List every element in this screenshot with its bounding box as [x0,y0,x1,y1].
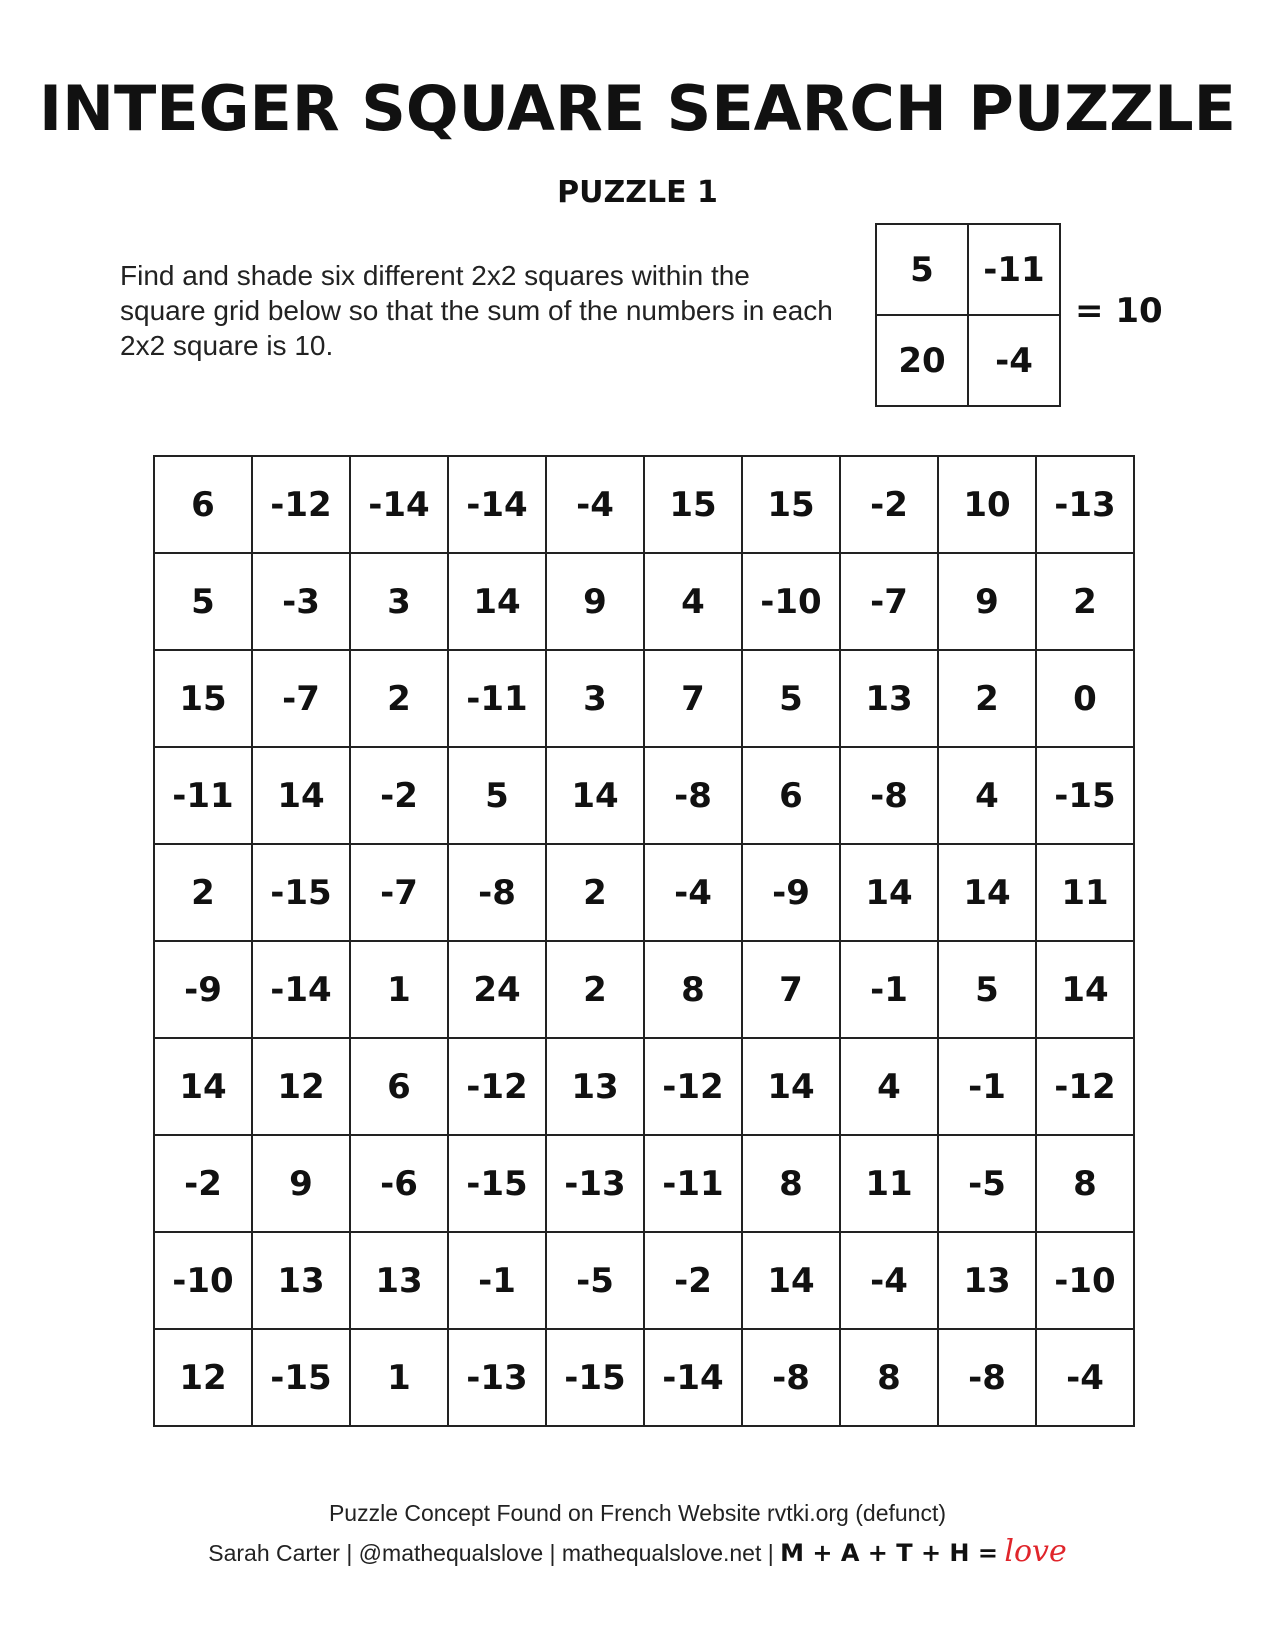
grid-cell[interactable]: -11 [154,747,252,844]
grid-cell[interactable]: 2 [1036,553,1134,650]
grid-cell[interactable]: -4 [1036,1329,1134,1426]
grid-cell[interactable]: 9 [938,553,1036,650]
footer-source: Puzzle Concept Found on French Website rvtki.org (defunct) [328,1500,947,1526]
grid-cell[interactable]: 2 [154,844,252,941]
grid-cell[interactable]: -8 [840,747,938,844]
grid-cell[interactable]: -1 [938,1038,1036,1135]
grid-cell[interactable]: -8 [644,747,742,844]
grid-cell[interactable]: -9 [154,941,252,1038]
grid-row [154,747,1134,844]
grid-cell[interactable]: -11 [644,1135,742,1232]
instructions-text: Find and shade six different 2x2 squares within the square grid below so that the sum of the numbers in each 2x2 square is 10. [120,260,833,361]
grid-cell[interactable]: 5 [154,553,252,650]
footer-credits [0,1534,1275,1569]
grid-cell[interactable]: -12 [252,456,350,553]
grid-cell[interactable]: -14 [644,1329,742,1426]
grid-cell[interactable]: -12 [644,1038,742,1135]
grid-cell[interactable]: 9 [546,553,644,650]
grid-cell[interactable]: -5 [546,1232,644,1329]
grid-cell[interactable]: 11 [1036,844,1134,941]
grid-cell[interactable]: 9 [252,1135,350,1232]
grid-cell[interactable]: -7 [350,844,448,941]
grid-cell[interactable]: 14 [154,1038,252,1135]
grid-cell[interactable]: -13 [546,1135,644,1232]
grid-cell[interactable]: -8 [938,1329,1036,1426]
grid-cell[interactable]: 13 [252,1232,350,1329]
grid-cell[interactable]: -1 [840,941,938,1038]
grid-cell[interactable]: 5 [448,747,546,844]
grid-cell[interactable]: 5 [742,650,840,747]
grid-cell[interactable]: -10 [1036,1232,1134,1329]
grid-cell[interactable]: -15 [252,844,350,941]
grid-cell[interactable]: -2 [644,1232,742,1329]
example-cell: -11 [968,224,1060,315]
grid-cell[interactable]: -15 [448,1135,546,1232]
grid-cell[interactable]: 15 [742,456,840,553]
grid-cell[interactable]: 13 [840,650,938,747]
grid-row [154,553,1134,650]
grid-row [154,1329,1134,1426]
grid-cell[interactable]: 5 [938,941,1036,1038]
grid-cell[interactable]: -14 [252,941,350,1038]
grid-cell[interactable]: 15 [154,650,252,747]
brand-love: love [1004,1534,1067,1569]
brand-logo: M + A + T + H = [780,1539,998,1567]
example-square [875,223,1061,407]
grid-cell[interactable]: -4 [840,1232,938,1329]
grid-cell[interactable]: 13 [546,1038,644,1135]
grid-row [154,941,1134,1038]
grid-cell[interactable]: 4 [938,747,1036,844]
grid-cell[interactable]: 14 [546,747,644,844]
grid-cell[interactable]: 2 [938,650,1036,747]
grid-cell[interactable]: -7 [252,650,350,747]
grid-cell[interactable]: 12 [252,1038,350,1135]
grid-row [154,456,1134,553]
grid-cell[interactable]: 1 [350,1329,448,1426]
grid-cell[interactable]: 12 [154,1329,252,1426]
grid-cell[interactable]: -14 [448,456,546,553]
example-cell: 20 [876,315,968,406]
grid-cell[interactable]: 8 [644,941,742,1038]
grid-cell[interactable]: 8 [1036,1135,1134,1232]
grid-row [154,1038,1134,1135]
grid-cell[interactable]: -8 [742,1329,840,1426]
grid-cell[interactable]: 14 [252,747,350,844]
grid-cell[interactable]: 6 [742,747,840,844]
grid-cell[interactable]: -12 [448,1038,546,1135]
grid-cell[interactable]: 8 [840,1329,938,1426]
grid-cell[interactable]: 14 [840,844,938,941]
grid-cell[interactable]: -8 [448,844,546,941]
grid-cell[interactable]: -15 [252,1329,350,1426]
grid-cell[interactable]: 7 [644,650,742,747]
grid-cell[interactable]: 13 [938,1232,1036,1329]
grid-cell[interactable]: 14 [938,844,1036,941]
example-sum: = 10 [1075,291,1163,331]
grid-cell[interactable]: -14 [350,456,448,553]
grid-cell[interactable]: 3 [546,650,644,747]
grid-cell[interactable]: 14 [1036,941,1134,1038]
grid-cell[interactable]: -4 [546,456,644,553]
grid-row [154,844,1134,941]
grid-cell[interactable]: 1 [350,941,448,1038]
grid-cell[interactable]: 14 [448,553,546,650]
grid-cell[interactable]: -10 [742,553,840,650]
grid-row [154,650,1134,747]
grid-cell[interactable]: 2 [350,650,448,747]
grid-cell[interactable]: -15 [546,1329,644,1426]
grid-cell[interactable]: -11 [448,650,546,747]
grid-cell[interactable]: -12 [1036,1038,1134,1135]
example-cell: 5 [876,224,968,315]
grid-cell[interactable]: 4 [840,1038,938,1135]
grid-cell[interactable]: 8 [742,1135,840,1232]
grid-cell[interactable]: 13 [350,1232,448,1329]
puzzle-number: PUZZLE 1 [557,175,718,210]
grid-cell[interactable]: -6 [350,1135,448,1232]
grid-cell[interactable]: -2 [840,456,938,553]
grid-cell[interactable]: -7 [840,553,938,650]
grid-cell[interactable]: -5 [938,1135,1036,1232]
grid-cell[interactable]: 2 [546,844,644,941]
grid-cell[interactable]: 2 [546,941,644,1038]
grid-cell[interactable]: 11 [840,1135,938,1232]
grid-cell[interactable]: 14 [742,1038,840,1135]
grid-row [154,1232,1134,1329]
grid-cell[interactable]: 4 [644,553,742,650]
grid-cell[interactable]: -4 [644,844,742,941]
grid-cell[interactable]: 15 [644,456,742,553]
grid-cell[interactable]: -2 [154,1135,252,1232]
grid-cell[interactable]: -10 [154,1232,252,1329]
example-cell: -4 [968,315,1060,406]
grid-cell[interactable]: -15 [1036,747,1134,844]
grid-cell[interactable]: -9 [742,844,840,941]
grid-cell[interactable]: 6 [350,1038,448,1135]
grid-row [154,1135,1134,1232]
grid-cell[interactable]: 10 [938,456,1036,553]
grid-cell[interactable]: 3 [350,553,448,650]
grid-cell[interactable]: -13 [1036,456,1134,553]
grid-cell[interactable]: -13 [448,1329,546,1426]
grid-cell[interactable]: 14 [742,1232,840,1329]
grid-cell[interactable]: 6 [154,456,252,553]
grid-cell[interactable]: -3 [252,553,350,650]
grid-cell[interactable]: 24 [448,941,546,1038]
grid-cell[interactable]: -1 [448,1232,546,1329]
page-title: INTEGER SQUARE SEARCH PUZZLE [39,72,1236,145]
grid-cell[interactable]: -2 [350,747,448,844]
footer-credits-text: Sarah Carter | @mathequalslove | mathequalslove.net | [208,1540,774,1566]
grid-cell[interactable]: 7 [742,941,840,1038]
puzzle-grid [153,455,1135,1427]
grid-cell[interactable]: 0 [1036,650,1134,747]
